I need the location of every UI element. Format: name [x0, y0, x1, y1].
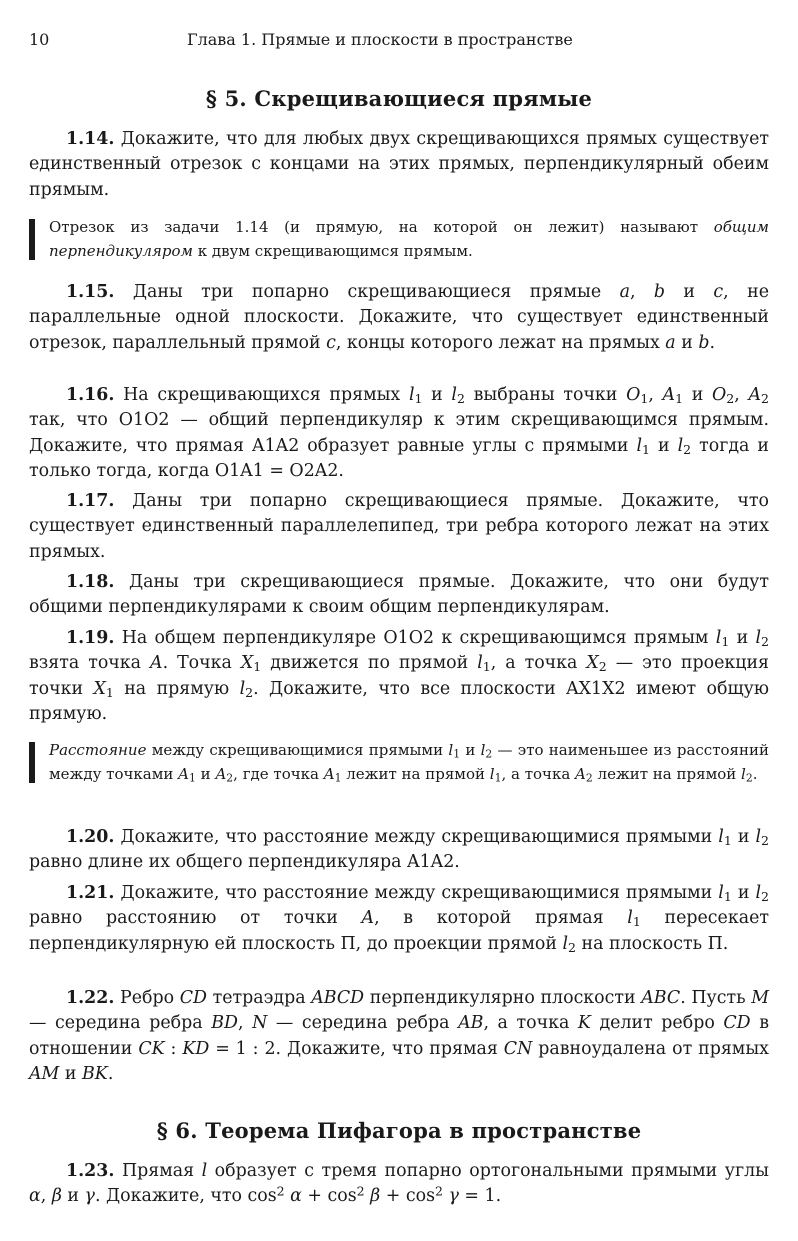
section-6-title: § 6. Теорема Пифагора в пространстве — [156, 1118, 642, 1143]
problem-number: 1.19. — [66, 628, 115, 648]
problem-text: На общем перпендикуляре O1O2 к скрещивающимся прямым $l_1$ и $l_2$ взята точка A. Точка $X_1$ движется по прямой $l_1$, а точка $X_2$ — это проекция точки $X_1$ на прямую $l_2$. Докажите, что все плоскости AX1X2 имеют общую прямую. — [29, 628, 770, 724]
problem-1-22 — [29, 986, 769, 1087]
section-5-title: § 5. Скрещивающиеся прямые — [205, 86, 593, 111]
problem-1-20 — [29, 825, 769, 876]
chapter-title: Глава 1. Прямые и плоскости в пространстве — [187, 30, 573, 49]
problem-1-16 — [29, 383, 769, 484]
problem-text: Прямая l образует с тремя попарно ортогональными прямыми углы α, β и γ. Докажите, что $\cos^2 \alpha + \cos^2 \beta + \cos^2 \gamma = 1$. — [29, 1161, 769, 1207]
problem-1-18 — [29, 570, 769, 621]
problem-number: 1.21. — [66, 883, 115, 903]
problem-number: 1.15. — [66, 282, 115, 302]
problem-number: 1.20. — [66, 827, 115, 847]
problem-1-14 — [29, 127, 769, 203]
problem-number: 1.16. — [66, 385, 115, 405]
problem-1-19 — [29, 626, 769, 727]
problem-1-21 — [29, 881, 769, 957]
problem-text: Докажите, что расстояние между скрещивающимися прямыми $l_1$ и $l_2$ равно длине их общего перпендикуляра A1A2. — [29, 827, 770, 873]
problem-text: На скрещивающихся прямых $l_1$ и $l_2$ выбраны точки $O_1$, $A_1$ и $O_2$, $A_2$ так, что O1O2 — общий перпендикуляр к этим скрещивающимся прямым. Докажите, что прямая A1A2 образует равные углы с прямыми $l_1$ и $l_2$ тогда и только тогда, когда O1A1 = O2A2. — [29, 385, 770, 481]
page-number: 10 — [29, 30, 50, 49]
problem-1-15 — [29, 280, 769, 356]
problem-number: 1.17. — [66, 491, 115, 511]
definition-common-perpendicular — [29, 216, 769, 263]
problem-number: 1.14. — [66, 129, 115, 149]
problem-1-23 — [29, 1159, 769, 1210]
definition-text: Отрезок из задачи 1.14 (и прямую, на которой он лежит) называют общим перпендикуляром к двум скрещивающимся прямым. — [49, 218, 769, 260]
problem-text: Докажите, что для любых двух скрещивающихся прямых существует единственный отрезок с концами на этих прямых, перпендикулярный обеим прямым. — [29, 129, 769, 200]
problem-text: Даны три попарно скрещивающиеся прямые a, b и c, не параллельные одной плоскости. Докажите, что существует единственный отрезок, параллельный прямой c, концы которого лежат на прямых a и b. — [29, 282, 769, 353]
problem-number: 1.23. — [66, 1161, 115, 1181]
problem-number: 1.22. — [66, 988, 115, 1008]
definition-bar — [29, 742, 35, 783]
problem-number: 1.18. — [66, 572, 115, 592]
definition-bar — [29, 219, 35, 260]
problem-text: Ребро CD тетраэдра ABCD перпендикулярно плоскости ABC. Пусть M — середина ребра BD, N — середина ребра AB, а точка K делит ребро CD в отношении CK : KD = 1 : 2. Докажите, что прямая CN равноудалена от прямых AM и BK. — [29, 988, 770, 1084]
definition-text: Расстояние между скрещивающимися прямыми $l_1$ и $l_2$ — это наименьшее из расстояний между точками $A_1$ и $A_2$, где точка $A_1$ лежит на прямой $l_1$, а точка $A_2$ лежит на прямой $l_2$. — [49, 741, 769, 785]
problem-text: Даны три попарно скрещивающиеся прямые. Докажите, что существует единственный параллелепипед, три ребра которого лежат на этих прямых. — [29, 491, 769, 562]
problem-text: Докажите, что расстояние между скрещивающимися прямыми $l_1$ и $l_2$ равно расстоянию от точки A, в которой прямая $l_1$ пересекает перпендикулярную ей плоскость Π, до проекции прямой $l_2$ на плоскость Π. — [29, 883, 770, 955]
problem-text: Даны три скрещивающиеся прямые. Докажите, что они будут общими перпендикулярами к своим общим перпендикулярам. — [29, 572, 770, 618]
definition-distance — [29, 739, 769, 786]
problem-1-17 — [29, 489, 769, 565]
running-header — [29, 30, 769, 54]
